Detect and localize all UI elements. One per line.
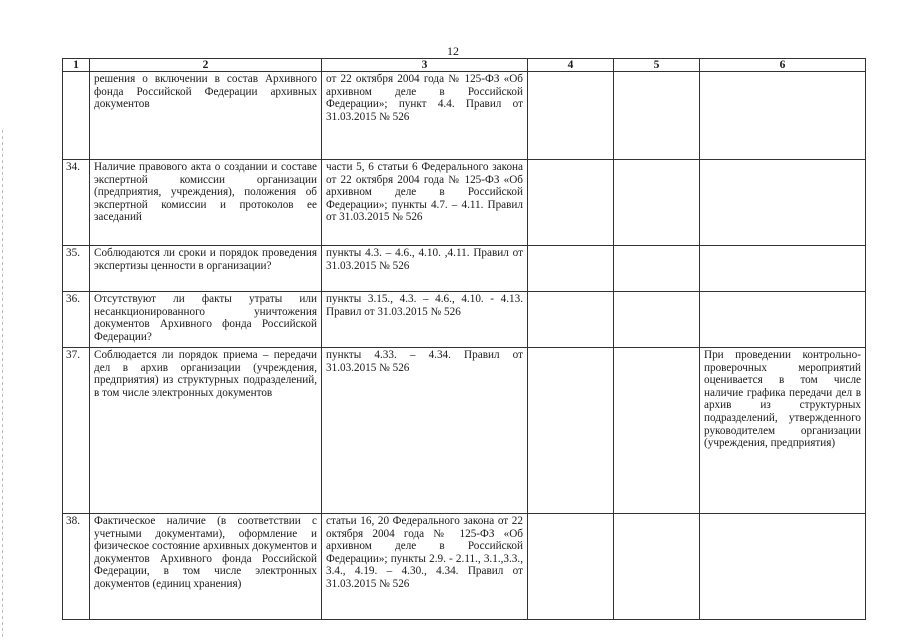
question-cell: Соблюдается ли порядок приема – передачи дел в архив организации (учреждения, предприятия) из структурных подразделений, в том числе электронных документов (90, 348, 322, 514)
row-number (63, 72, 90, 160)
cell-col-5 (614, 246, 700, 292)
table-row (63, 292, 866, 348)
table-row (63, 348, 866, 514)
note-cell (700, 72, 866, 160)
col-header-4: 4 (528, 59, 614, 72)
requisites-cell: статьи 16, 20 Федерального закона от 22 октября 2004 года № 125-ФЗ «Об архивном деле в Российской Федерации»; пункты 2.9. - 2.11., 3.1.,3.3., 3.4., 4.19. – 4.30., 4.34. Правил от 31.03.2015 № 526 (322, 514, 528, 620)
cell-col-4 (528, 246, 614, 292)
question-cell: Соблюдаются ли сроки и порядок проведения экспертизы ценности в организации? (90, 246, 322, 292)
question-cell: решения о включении в состав Архивного фонда Российской Федерации архивных документов (90, 72, 322, 160)
page-number: 12 (447, 44, 459, 58)
question-cell: Отсутствуют ли факты утраты или несанкционированного уничтожения документов Архивного фонда Российской Федерации? (90, 292, 322, 348)
checklist-table (62, 58, 866, 620)
cell-col-5 (614, 72, 700, 160)
table-row (63, 72, 866, 160)
cell-col-4 (528, 348, 614, 514)
table-row (63, 514, 866, 620)
table-row (63, 160, 866, 246)
note-cell (700, 292, 866, 348)
row-number: 35. (63, 246, 90, 292)
requisites-cell: части 5, 6 статьи 6 Федерального закона от 22 октября 2004 года № 125-ФЗ «Об архивном деле в Российской Федерации»; пункты 4.7. – 4.11. Правил от 31.03.2015 № 526 (322, 160, 528, 246)
cell-col-5 (614, 160, 700, 246)
note-cell (700, 246, 866, 292)
cell-col-4 (528, 292, 614, 348)
col-header-2: 2 (90, 59, 322, 72)
cell-col-5 (614, 348, 700, 514)
table-header-row (63, 59, 866, 72)
col-header-3: 3 (322, 59, 528, 72)
row-number: 36. (63, 292, 90, 348)
note-cell (700, 514, 866, 620)
row-number: 37. (63, 348, 90, 514)
note-cell (700, 160, 866, 246)
note-cell: При проведении контрольно-проверочных мероприятий оценивается в том числе наличие графика передачи дел в архив из структурных подразделений, утвержденного руководителем организации (учреждения, предприятия) (700, 348, 866, 514)
scan-edge-artifact (2, 130, 3, 640)
cell-col-5 (614, 514, 700, 620)
cell-col-4 (528, 514, 614, 620)
requisites-cell: пункты 4.33. – 4.34. Правил от 31.03.2015 № 526 (322, 348, 528, 514)
requisites-cell: от 22 октября 2004 года № 125-ФЗ «Об архивном деле в Российской Федерации»; пункт 4.4. Правил от 31.03.2015 № 526 (322, 72, 528, 160)
col-header-5: 5 (614, 59, 700, 72)
col-header-1: 1 (63, 59, 90, 72)
table-row (63, 246, 866, 292)
question-cell: Фактическое наличие (в соответствии с учетными документами), оформление и физическое состояние архивных документов и документов Архивного фонда Российской Федерации, в том числе электронных документов (единиц хранения) (90, 514, 322, 620)
cell-col-5 (614, 292, 700, 348)
requisites-cell: пункты 3.15., 4.3. – 4.6., 4.10. - 4.13. Правил от 31.03.2015 № 526 (322, 292, 528, 348)
cell-col-4 (528, 160, 614, 246)
requisites-cell: пункты 4.3. – 4.6., 4.10. ,4.11. Правил от 31.03.2015 № 526 (322, 246, 528, 292)
row-number: 34. (63, 160, 90, 246)
row-number: 38. (63, 514, 90, 620)
cell-col-4 (528, 72, 614, 160)
col-header-6: 6 (700, 59, 866, 72)
question-cell: Наличие правового акта о создании и составе экспертной комиссии организации (предприятия, учреждения), положения об экспертной комиссии и протоколов ее заседаний (90, 160, 322, 246)
